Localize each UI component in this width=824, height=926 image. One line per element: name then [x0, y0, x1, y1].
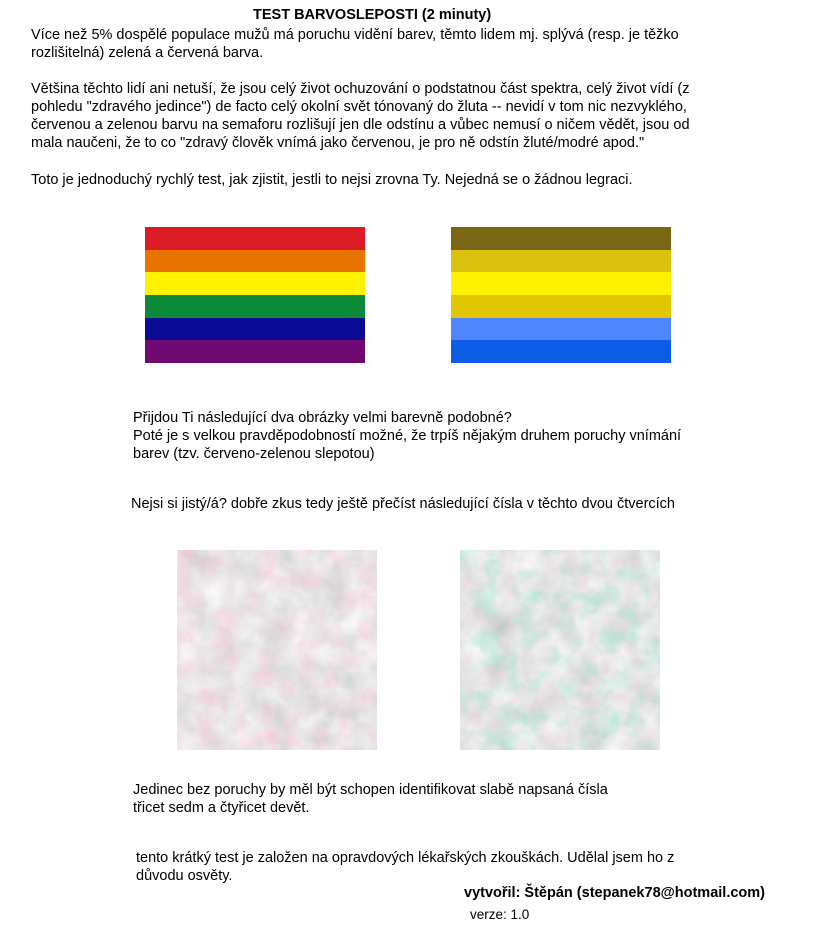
rainbow-flag-colorblind [451, 227, 671, 363]
flag-stripe [145, 340, 365, 363]
page-title: TEST BARVOSLEPOSTI (2 minuty) [253, 7, 492, 23]
color-plate-49 [460, 550, 660, 750]
question-text: Přijdou Ti následující dva obrázky velmi barevně podobné? Poté je s velkou pravděpodobností možné, že trpíš nějakým druhem poruchy vnímání barev (tzv. červeno-zelenou slepotou) [133, 410, 682, 462]
answer-text: Jedinec bez poruchy by měl být schopen identifikovat slabě napsaná čísla třicet sedm a čtyřicet devět. [133, 782, 608, 816]
intro-paragraph-2: Většina těchto lidí ani netuší, že jsou celý život ochuzování o podstatnou část spektra, celý život vídí (z pohledu "zdravého jedince") de facto celý okolní svět tónovaný do žluta -- nevidí v tom nic nezvyklého, červenou a zelenou barvu na semaforu rozlišují jen dle odstínu a vůbec nemusí o ničem vědět, jsou od mala naučeni, že to co "zdravý člověk vnímá jako červenou, je pro ně odstín žluté/modré apod." [31, 81, 690, 151]
color-plate-37 [177, 550, 377, 750]
author-line: vytvořil: Štěpán (stepanek78@hotmail.com) [464, 885, 765, 901]
unsure-text: Nejsi si jistý/á? dobře zkus tedy ještě přečíst následující čísla v těchto dvou čtvercích [131, 496, 675, 512]
flag-stripe [451, 295, 671, 318]
flag-stripe [451, 318, 671, 341]
flag-stripe [451, 340, 671, 363]
flag-stripe [145, 250, 365, 273]
intro-paragraph-3: Toto je jednoduchý rychlý test, jak zjistit, jestli to nejsi zrovna Ty. Nejedná se o žádnou legraci. [31, 172, 633, 188]
intro-paragraph-1: Více než 5% dospělé populace mužů má poruchu vidění barev, těmto lidem mj. splývá (resp. je těžko rozlišitelná) zelená a červená barva. [31, 27, 679, 61]
flag-stripe [145, 272, 365, 295]
flag-stripe [451, 272, 671, 295]
flag-stripe [451, 250, 671, 273]
flag-stripe [145, 227, 365, 250]
rainbow-flag-normal [145, 227, 365, 363]
flag-stripe [145, 295, 365, 318]
footer-text: tento krátký test je založen na opravdových lékařských zkouškách. Udělal jsem ho z důvodu osvěty. [136, 850, 675, 884]
flag-stripe [451, 227, 671, 250]
version-text: verze: 1.0 [470, 907, 530, 922]
flag-stripe [145, 318, 365, 341]
